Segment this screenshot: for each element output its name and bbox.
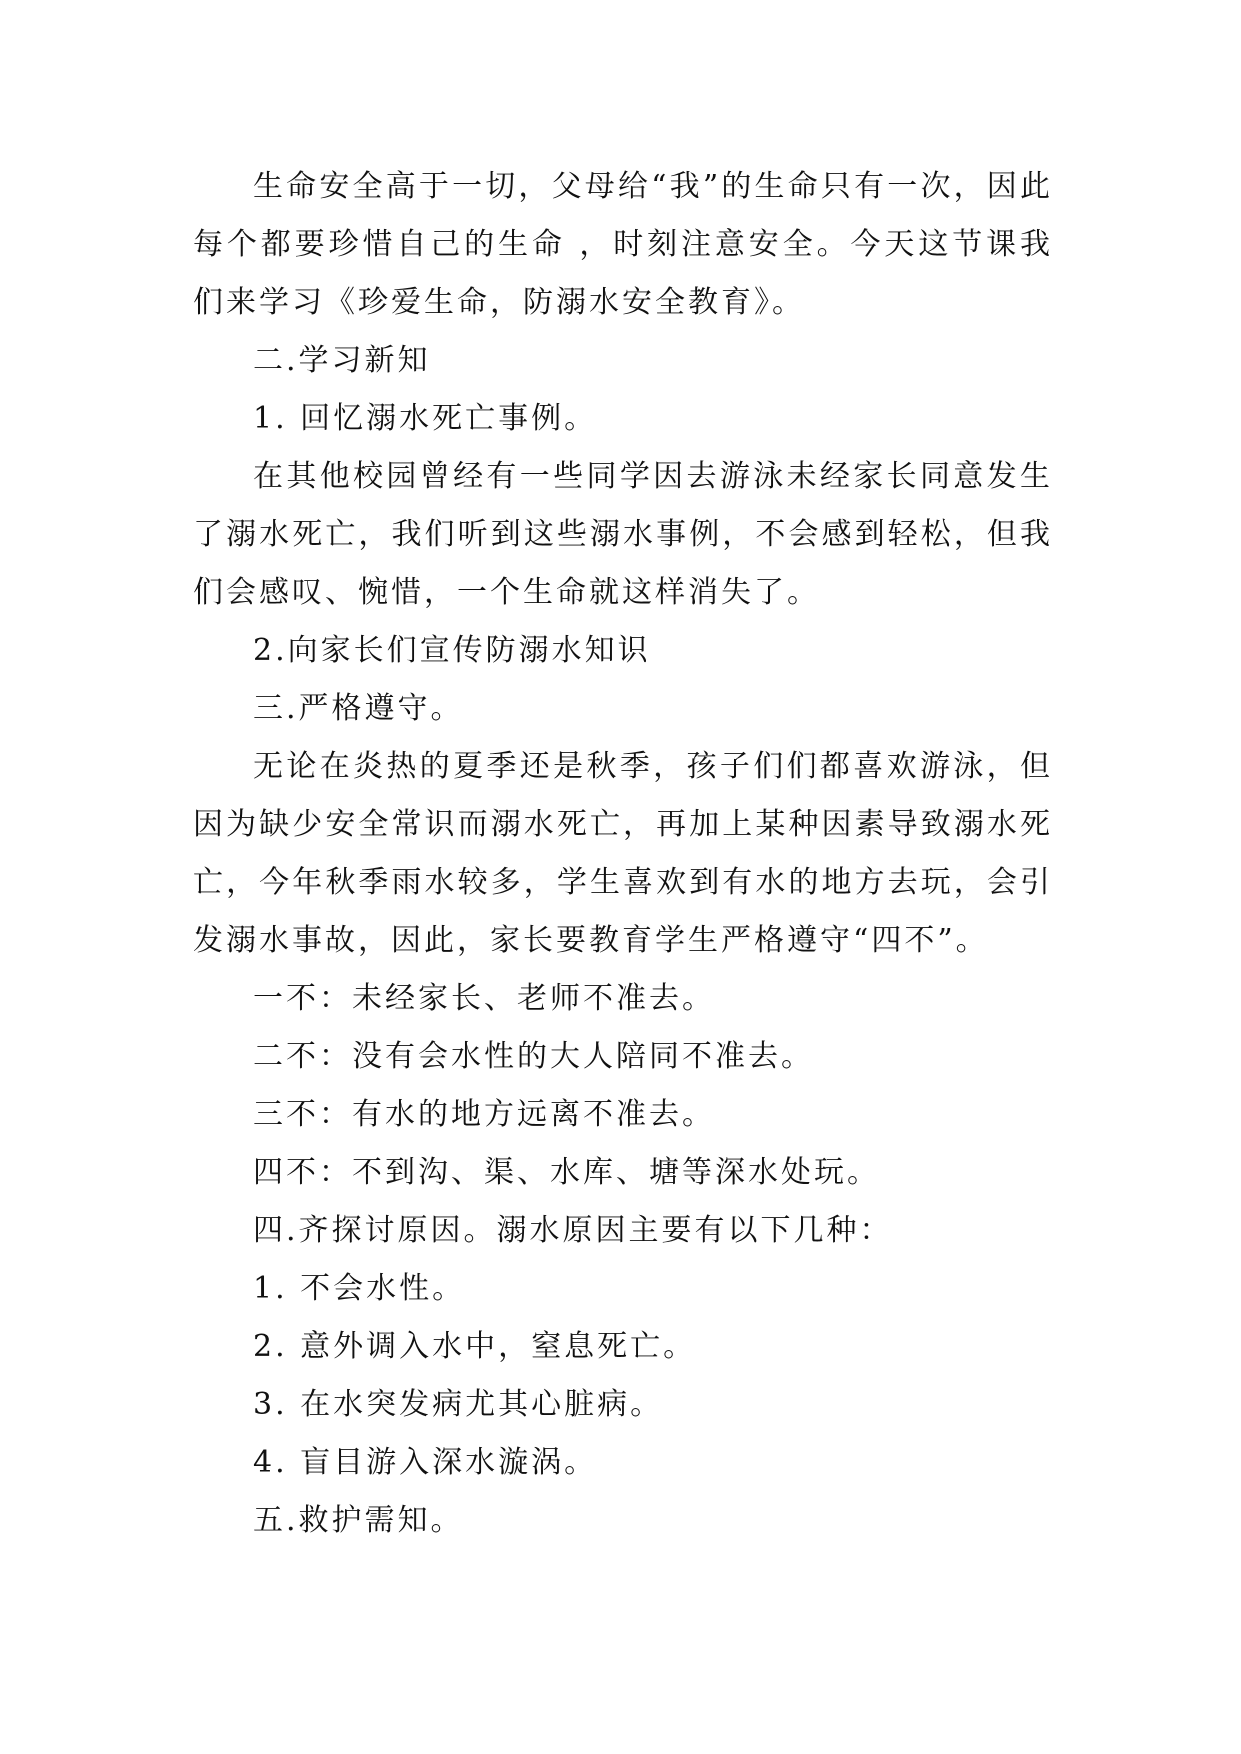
section-heading-5: 五.救护需知。 [253,1503,464,1538]
list-item: 4. 盲目游入深水漩涡。 [253,1445,598,1480]
rule-item: 一不：未经家长、老师不准去。 [253,981,715,1016]
list-item: 2.向家长们宣传防溺水知识 [253,633,651,668]
rule-item: 三不：有水的地方远离不准去。 [253,1097,715,1132]
rule-item: 二不：没有会水性的大人陪同不准去。 [253,1039,814,1074]
list-item: 3. 在水突发病尤其心脏病。 [253,1387,664,1422]
paragraph-rules: 无论在炎热的夏季还是秋季，孩子们们都喜欢游泳，但因为缺少安全常识而溺水死亡，再加上某种因素导致溺水死亡，今年秋季雨水较多，学生喜欢到有水的地方去玩，会引发溺水事故，因此，家长要教育学生严格遵守“四不”。 [193,749,1053,958]
section-heading-2: 二.学习新知 [253,343,431,378]
document-body [193,158,1053,1550]
list-item: 2. 意外调入水中，窒息死亡。 [253,1329,697,1364]
section-heading-4: 四.齐探讨原因。溺水原因主要有以下几种： [253,1213,893,1248]
list-item: 1. 不会水性。 [253,1271,466,1306]
paragraph-intro: 生命安全高于一切，父母给“我”的生命只有一次，因此每个都要珍惜自己的生命 ，时刻注意安全。今天这节课我们来学习《珍爱生命，防溺水安全教育》。 [193,169,1053,320]
list-item: 1. 回忆溺水死亡事例。 [253,401,598,436]
rule-item: 四不：不到沟、渠、水库、塘等深水处玩。 [253,1155,880,1190]
paragraph-cases: 在其他校园曾经有一些同学因去游泳未经家长同意发生了溺水死亡，我们听到这些溺水事例，不会感到轻松，但我们会感叹、惋惜，一个生命就这样消失了。 [193,459,1053,610]
section-heading-3: 三.严格遵守。 [253,691,464,726]
